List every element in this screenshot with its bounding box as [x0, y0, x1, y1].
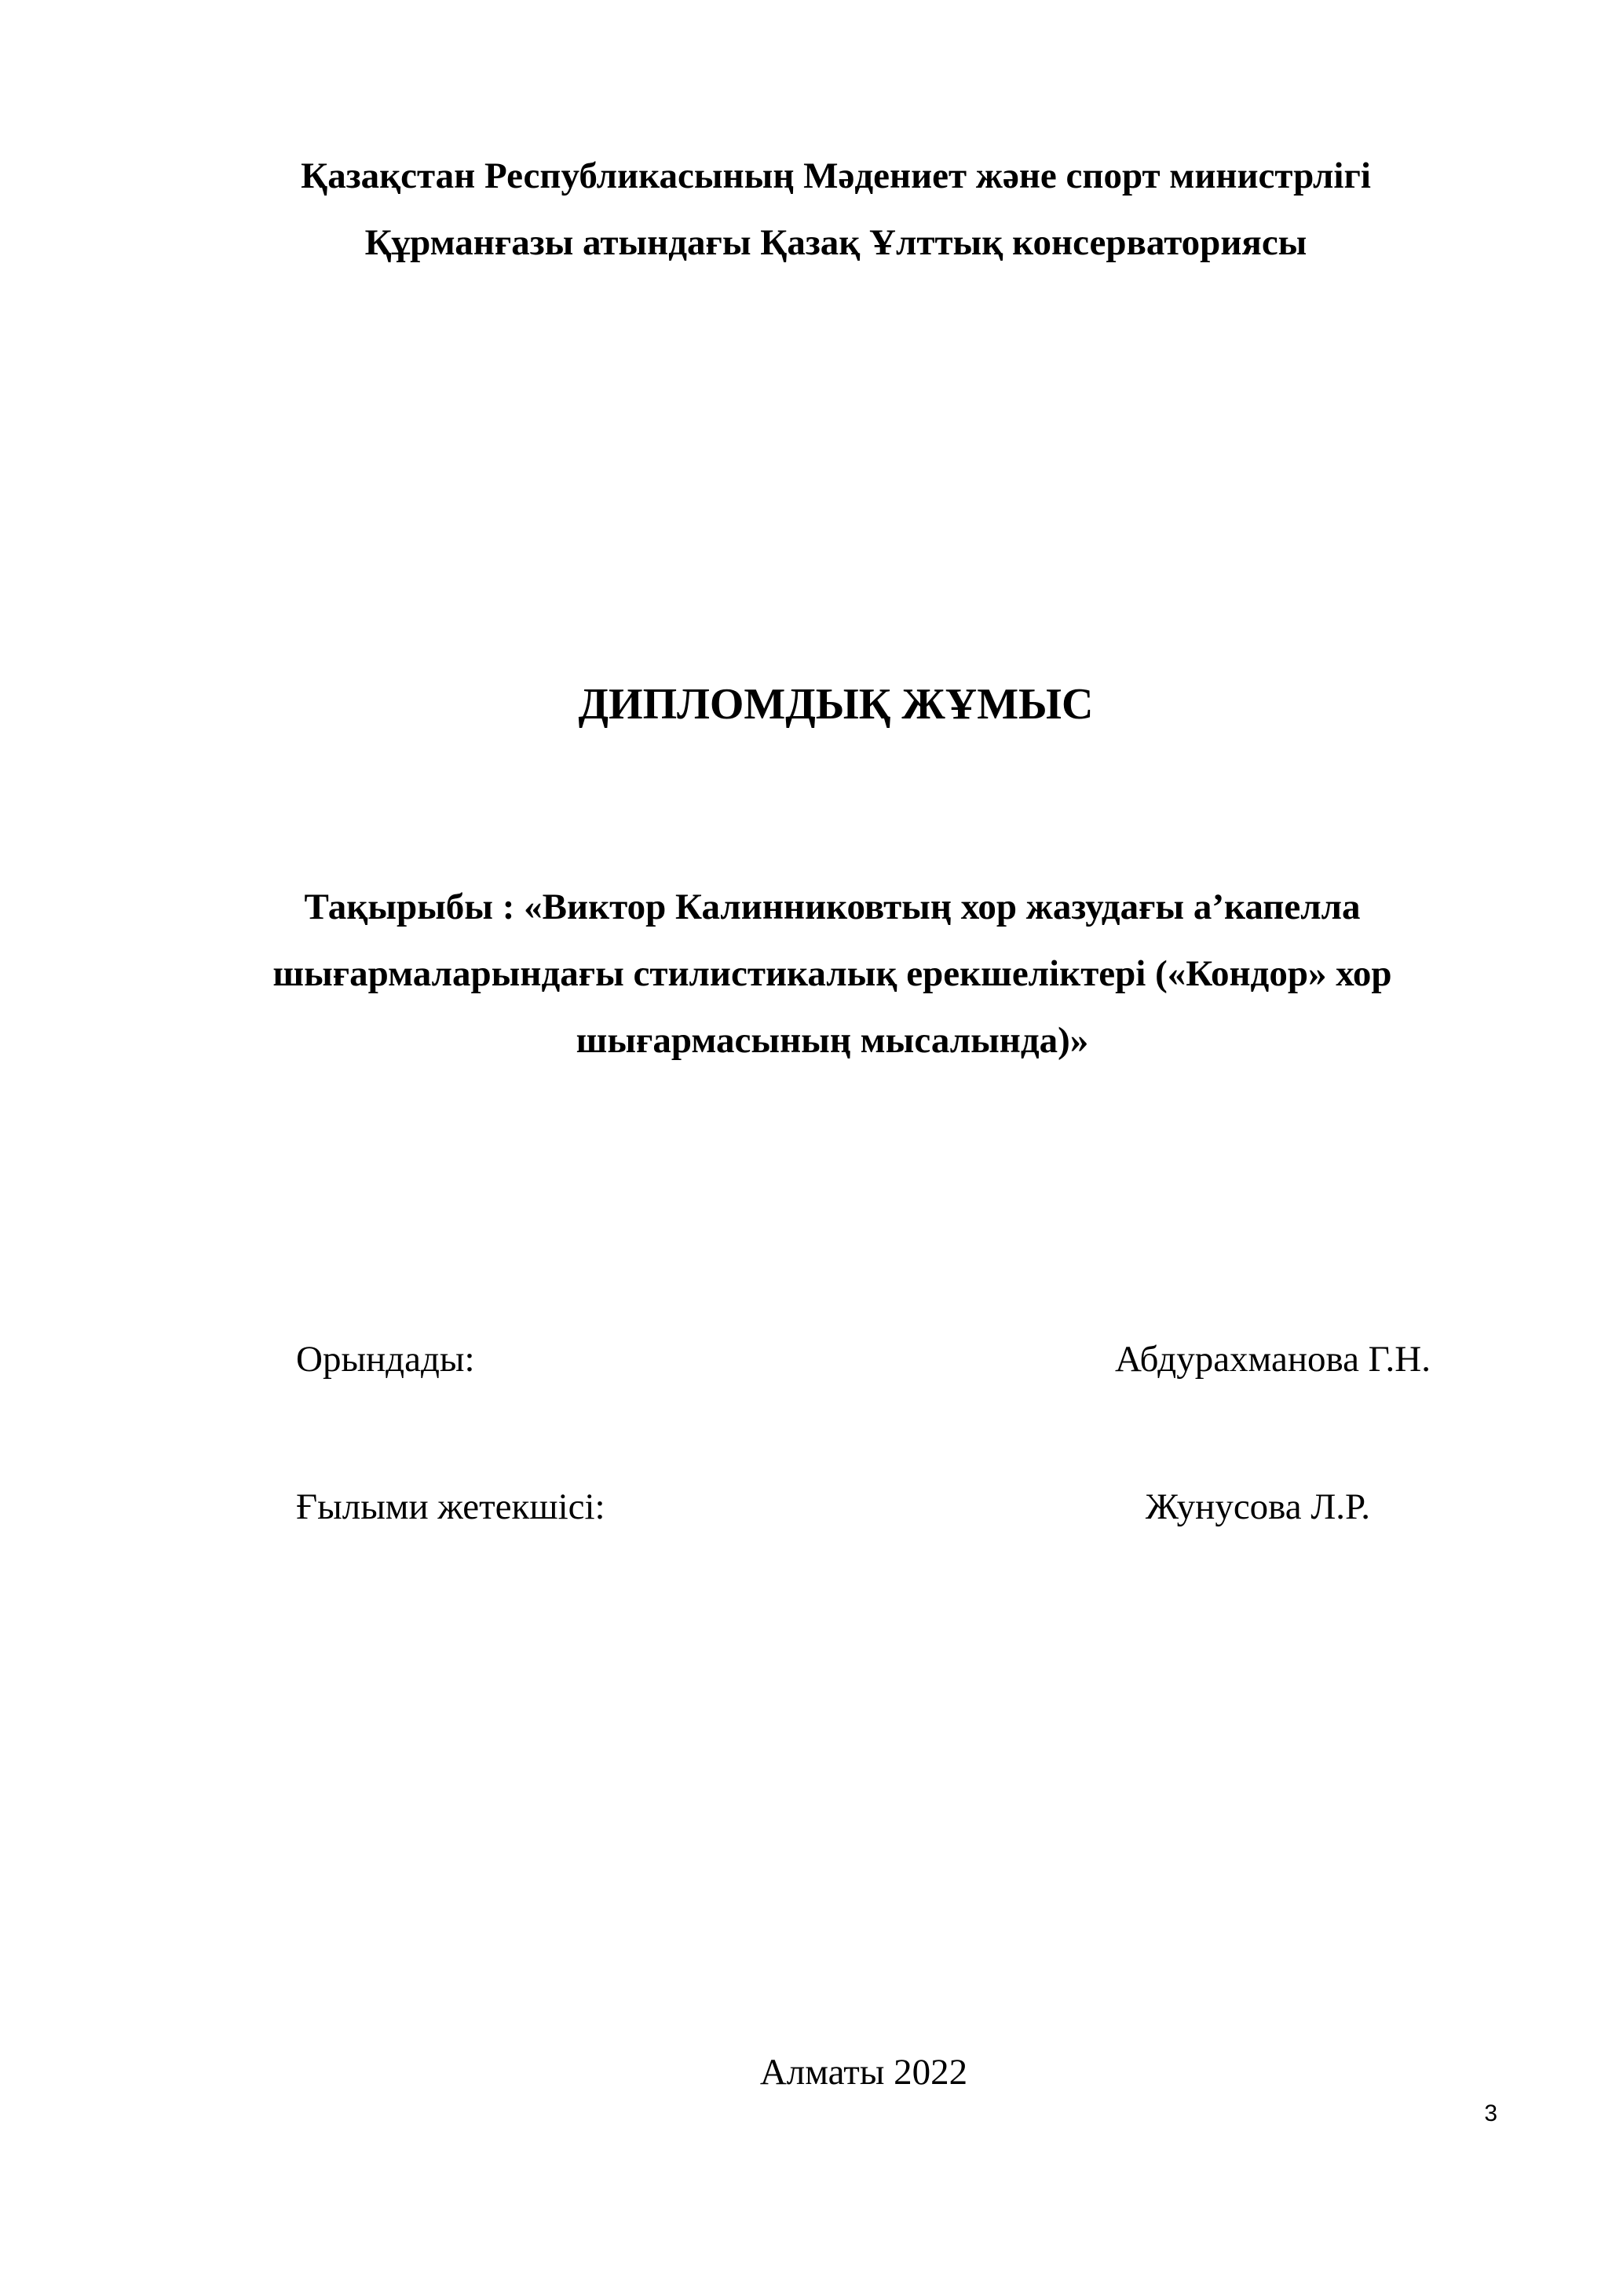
- city-year: Алматы 2022: [759, 2052, 968, 2093]
- page-number: 3: [1484, 2100, 1497, 2126]
- ministry-heading: Қазақстан Республикасының Мәдениет және спорт министрлігі: [301, 155, 1371, 196]
- document-type-title: ДИПЛОМДЫҚ ЖҰМЫС: [578, 680, 1094, 729]
- topic-line-2: шығармаларындағы стилистикалық ерекшеліктері («Кондор» хор: [272, 953, 1392, 994]
- topic-line-1: Тақырыбы : «Виктор Калинниковтың хор жазудағы а’капелла: [304, 887, 1361, 927]
- institution-heading: Құрманғазы атындағы Қазақ Ұлттық консерваториясы: [364, 222, 1307, 263]
- supervisor-name: Жунусова Л.Р.: [1145, 1486, 1370, 1527]
- performer-name: Абдурахманова Г.Н.: [1114, 1339, 1431, 1380]
- supervisor-label: Ғылыми жетекшісі:: [296, 1486, 605, 1527]
- performer-label: Орындады:: [296, 1339, 475, 1380]
- topic-line-3: шығармасының мысалында)»: [576, 1020, 1089, 1061]
